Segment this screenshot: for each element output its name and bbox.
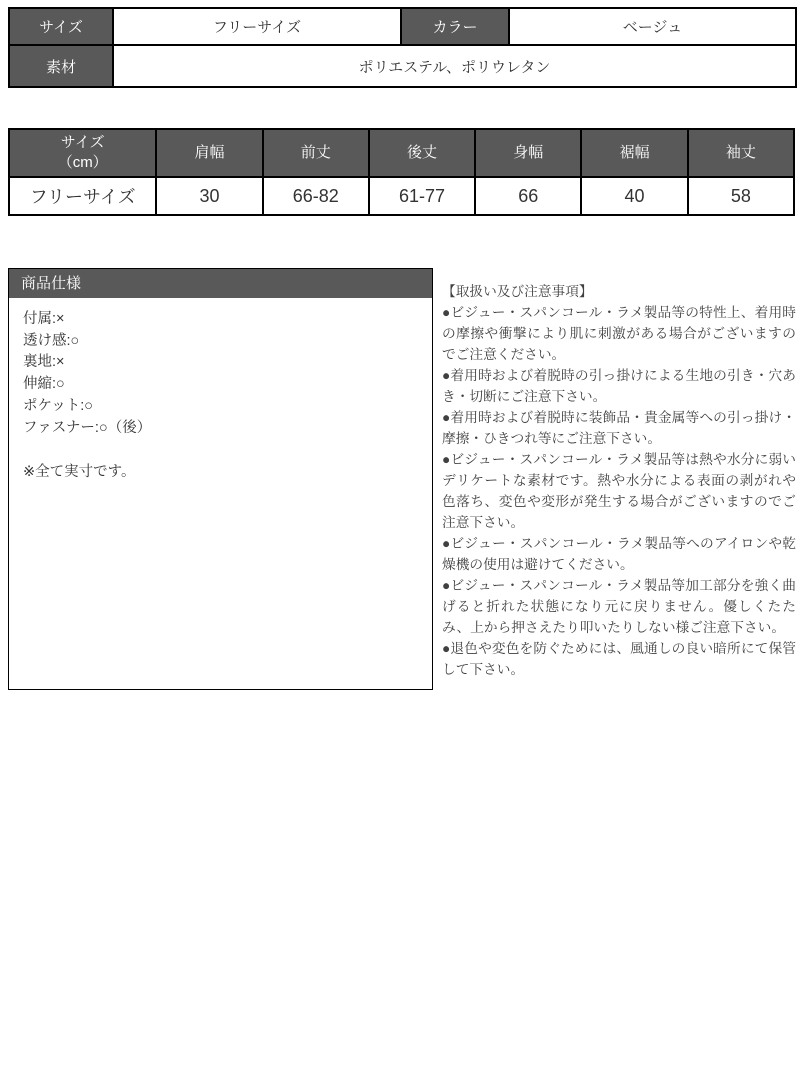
size-value-cell: フリーサイズ (113, 8, 401, 45)
info-row-material (9, 45, 796, 87)
col-header-sleeve-length: 袖丈 (688, 129, 794, 177)
precaution-iron-dryer: ●ビジュー・スパンコール・ラメ製品等へのアイロンや乾燥機の使用は避けてください。 (442, 536, 796, 572)
precaution-storage: ●退色や変色を防ぐためには、風通しの良い暗所にて保管して下さい。 (442, 641, 796, 677)
color-label-cell: カラー (401, 8, 509, 45)
precaution-friction: ●ビジュー・スパンコール・ラメ製品等の特性上、着用時の摩擦や衝撃により肌に刺激がある場合がございますのでご注意ください。 (442, 305, 796, 362)
precaution-snagging: ●着用時および着脱時の引っ掛けによる生地の引き・穴あき・切断にご注意下さい。 (442, 368, 796, 404)
size-row-label: フリーサイズ (9, 177, 156, 215)
spec-box-body (9, 298, 432, 495)
material-label-cell: 素材 (9, 45, 113, 87)
col-header-shoulder: 肩幅 (156, 129, 262, 177)
value-shoulder: 30 (156, 177, 262, 215)
precaution-heat-moisture: ●ビジュー・スパンコール・ラメ製品等は熱や水分に弱いデリケートな素材です。熱や水分による表面の剥がれや色落ち、変色や変形が発生する場合がございますのでご注意下さい。 (442, 452, 796, 530)
precaution-jewelry: ●着用時および着脱時に装飾品・貴金属等への引っ掛け・摩擦・ひきつれ等にご注意下さい。 (442, 410, 796, 446)
col-header-front-length: 前丈 (263, 129, 369, 177)
spec-item-pocket: ポケット:○ (23, 397, 94, 414)
material-value-cell: ポリエステル、ポリウレタン (113, 45, 796, 87)
spec-item-lining: 裏地:× (23, 354, 65, 371)
spec-box-title: 商品仕様 (9, 269, 432, 298)
precautions-section (442, 281, 796, 680)
size-unit-header-cell (9, 129, 156, 177)
spec-item-zipper: ファスナー:○（後） (23, 419, 152, 436)
value-front-length: 66-82 (263, 177, 369, 215)
spec-item-sheerness: 透け感:○ (23, 332, 80, 349)
value-body-width: 66 (475, 177, 581, 215)
size-measurements-table (8, 128, 795, 216)
spec-item-accessories: 付属:× (23, 311, 65, 327)
product-info-table (8, 7, 797, 88)
col-header-hem-width: 裾幅 (581, 129, 687, 177)
size-unit-line1: サイズ (60, 134, 105, 151)
spec-item-stretch: 伸縮:○ (23, 376, 65, 393)
spec-note-actual-measurements: ※全て実寸です。 (23, 464, 136, 481)
value-back-length: 61-77 (369, 177, 475, 215)
info-row-size-color (9, 8, 796, 45)
precautions-title: 【取扱い及び注意事項】 (442, 284, 593, 299)
color-value-cell: ベージュ (509, 8, 796, 45)
precaution-bending: ●ビジュー・スパンコール・ラメ製品等加工部分を強く曲げると折れた状態になり元に戻りません。優しくたたみ、上から押さえたり叩いたりしない様ご注意下さい。 (442, 578, 796, 635)
col-header-body-width: 身幅 (475, 129, 581, 177)
value-hem-width: 40 (581, 177, 687, 215)
col-header-back-length: 後丈 (369, 129, 475, 177)
size-table-data-row (9, 177, 794, 215)
size-unit-line2: （cm） (57, 154, 108, 171)
size-table-header-row (9, 129, 794, 177)
size-label-cell: サイズ (9, 8, 113, 45)
product-spec-box (8, 268, 433, 690)
value-sleeve-length: 58 (688, 177, 794, 215)
